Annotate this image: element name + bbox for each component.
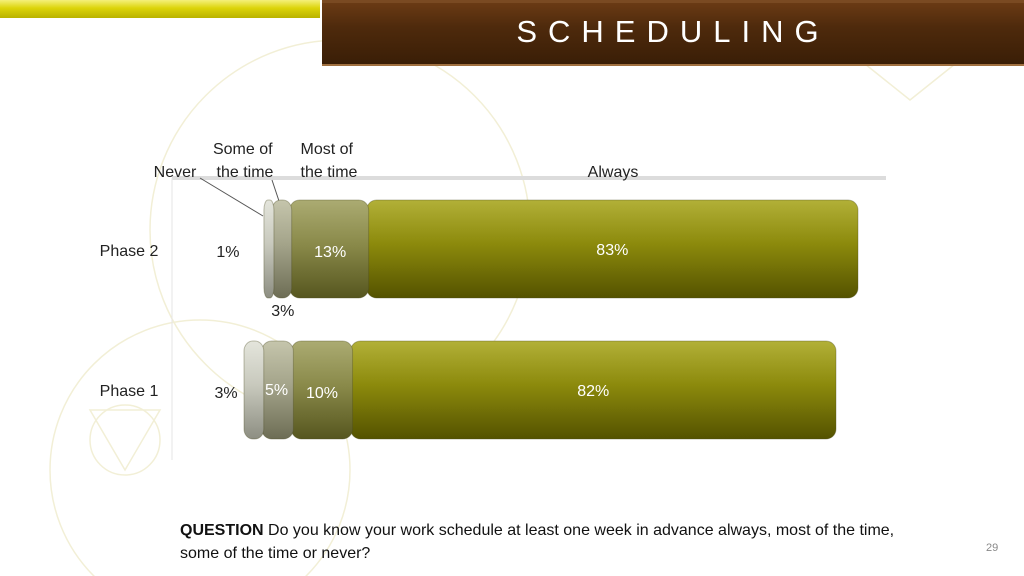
legend-most (301, 141, 358, 181)
bar-never-phase-2 (264, 200, 274, 298)
value-label-always-phase-2: 83% (596, 242, 629, 259)
value-label-some-phase-2: 3% (271, 303, 295, 320)
value-label-most-phase-1: 10% (305, 385, 338, 402)
bar-never-phase-1 (244, 341, 264, 439)
question-text (180, 519, 900, 565)
value-label-never-phase-1: 3% (214, 385, 238, 402)
legend-some-line2: the time (216, 164, 274, 181)
bars-group (214, 200, 858, 439)
legend-some (213, 141, 277, 181)
legend-always: Always (587, 164, 639, 181)
slide-title: SCHEDULING (516, 14, 830, 49)
question-body: Do you know your work schedule at least one week in advance always, most of the time, some of the time or never? (180, 522, 895, 562)
value-label-always-phase-1: 82% (577, 383, 610, 400)
category-label-phase2: Phase 2 (99, 243, 159, 260)
legend-most-line2: the time (300, 164, 358, 181)
question-label: QUESTION (180, 522, 264, 539)
legend-never: Never (153, 164, 197, 181)
category-label-phase1: Phase 1 (99, 383, 159, 400)
legend-some-line1: Some of (212, 141, 273, 158)
value-label-some-phase-1: 5% (264, 382, 289, 399)
legend-most-line1: Most of (300, 141, 354, 158)
page-number: 29 (986, 542, 999, 554)
bar-some-phase-2 (272, 200, 292, 298)
value-label-never-phase-2: 1% (216, 244, 240, 261)
leader-never (200, 178, 263, 216)
value-label-most-phase-2: 13% (314, 244, 347, 261)
